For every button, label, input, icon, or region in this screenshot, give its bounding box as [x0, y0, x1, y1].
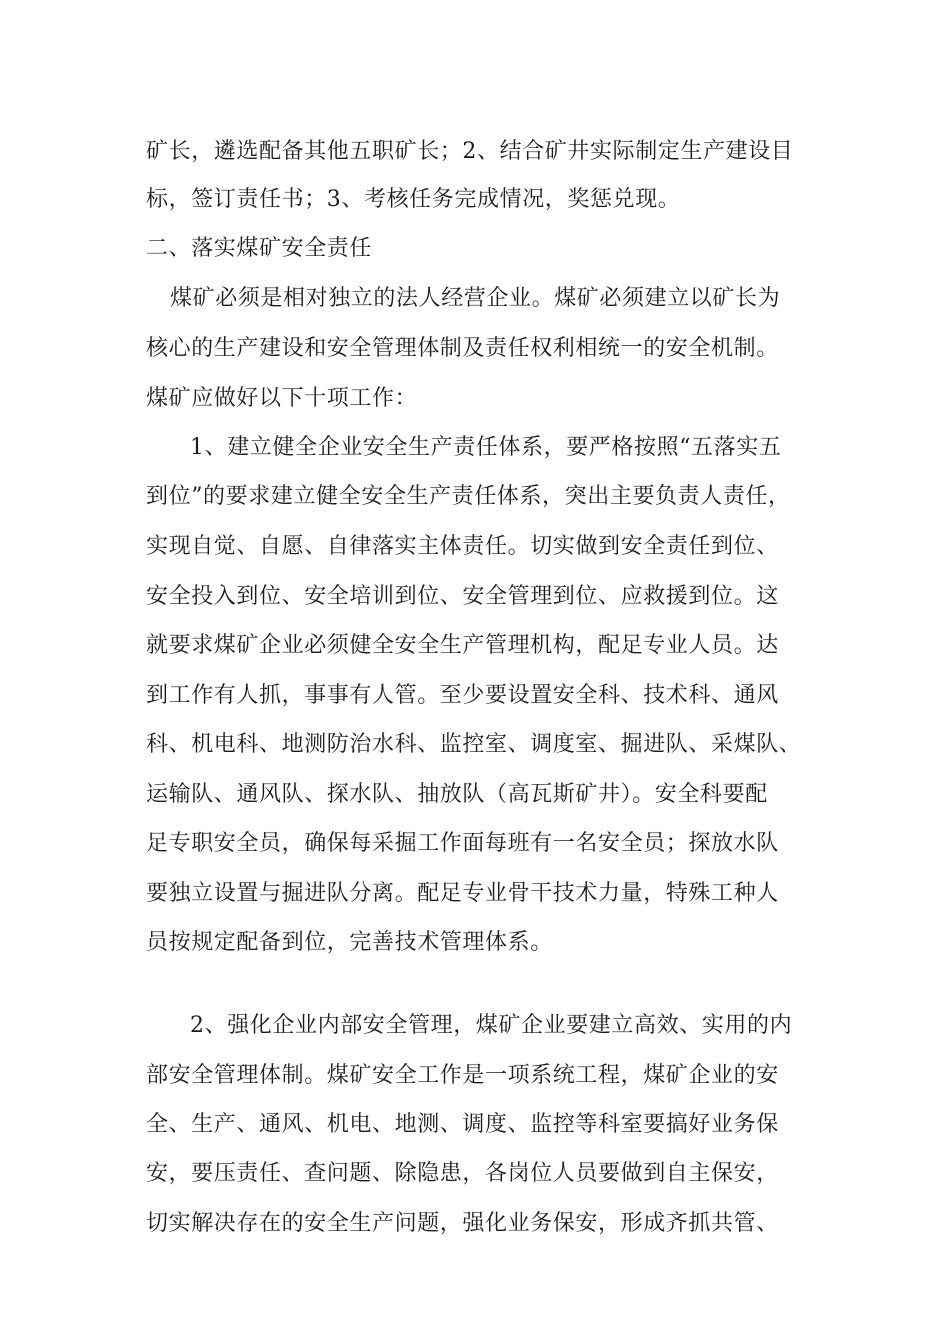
text-line: 科、机电科、地测防治水科、监控室、调度室、掘进队、采煤队、 [146, 732, 802, 757]
text-line: 矿长，遴选配备其他五职矿长；2、结合矿井实际制定生产建设目 [146, 139, 794, 164]
text-line: 煤矿应做好以下十项工作： [146, 386, 418, 411]
text-line: 运输队、通风队、探水队、抽放队（高瓦斯矿井）。安全科要配 [146, 782, 768, 807]
text-line: 部安全管理体制。煤矿安全工作是一项系统工程，煤矿企业的安 [146, 1063, 779, 1088]
text-line: 到工作有人抓，事事有人管。至少要设置安全科、技术科、通风 [146, 683, 779, 708]
text-line: 就要求煤矿企业必须健全安全生产管理机构，配足专业人员。达 [146, 633, 779, 658]
text-line: 标，签订责任书；3、考核任务完成情况，奖惩兑现。 [146, 187, 681, 212]
text-line: 到位”的要求建立健全安全生产责任体系，突出主要负责人责任， [146, 484, 791, 509]
text-line: 足专职安全员，确保每采掘工作面每班有一名安全员；探放水队 [146, 831, 779, 856]
text-line: 要独立设置与掘进队分离。配足专业骨干技术力量，特殊工种人 [146, 881, 779, 906]
text-line: 核心的生产建设和安全管理体制及责任权利相统一的安全机制。 [146, 336, 779, 361]
text-line: 2、强化企业内部安全管理，煤矿企业要建立高效、实用的内 [190, 1013, 793, 1038]
text-line: 安全投入到位、安全培训到位、安全管理到位、应救援到位。这 [146, 584, 779, 609]
text-line: 员按规定配备到位，完善技术管理体系。 [146, 930, 553, 955]
text-line: 实现自觉、自愿、自律落实主体责任。切实做到安全责任到位、 [146, 534, 779, 559]
section-heading: 二、落实煤矿安全责任 [146, 236, 373, 261]
text-line: 1、建立健全企业安全生产责任体系，要严格按照“五落实五 [190, 435, 782, 460]
text-line: 煤矿必须是相对独立的法人经营企业。煤矿必须建立以矿长为 [170, 286, 781, 311]
text-line: 安，要压责任、查问题、除隐患，各岗位人员要做到自主保安， [146, 1161, 779, 1186]
text-line: 全、生产、通风、机电、地测、调度、监控等科室要搞好业务保 [146, 1112, 779, 1137]
text-line: 切实解决存在的安全生产问题，强化业务保安，形成齐抓共管、 [146, 1211, 779, 1236]
